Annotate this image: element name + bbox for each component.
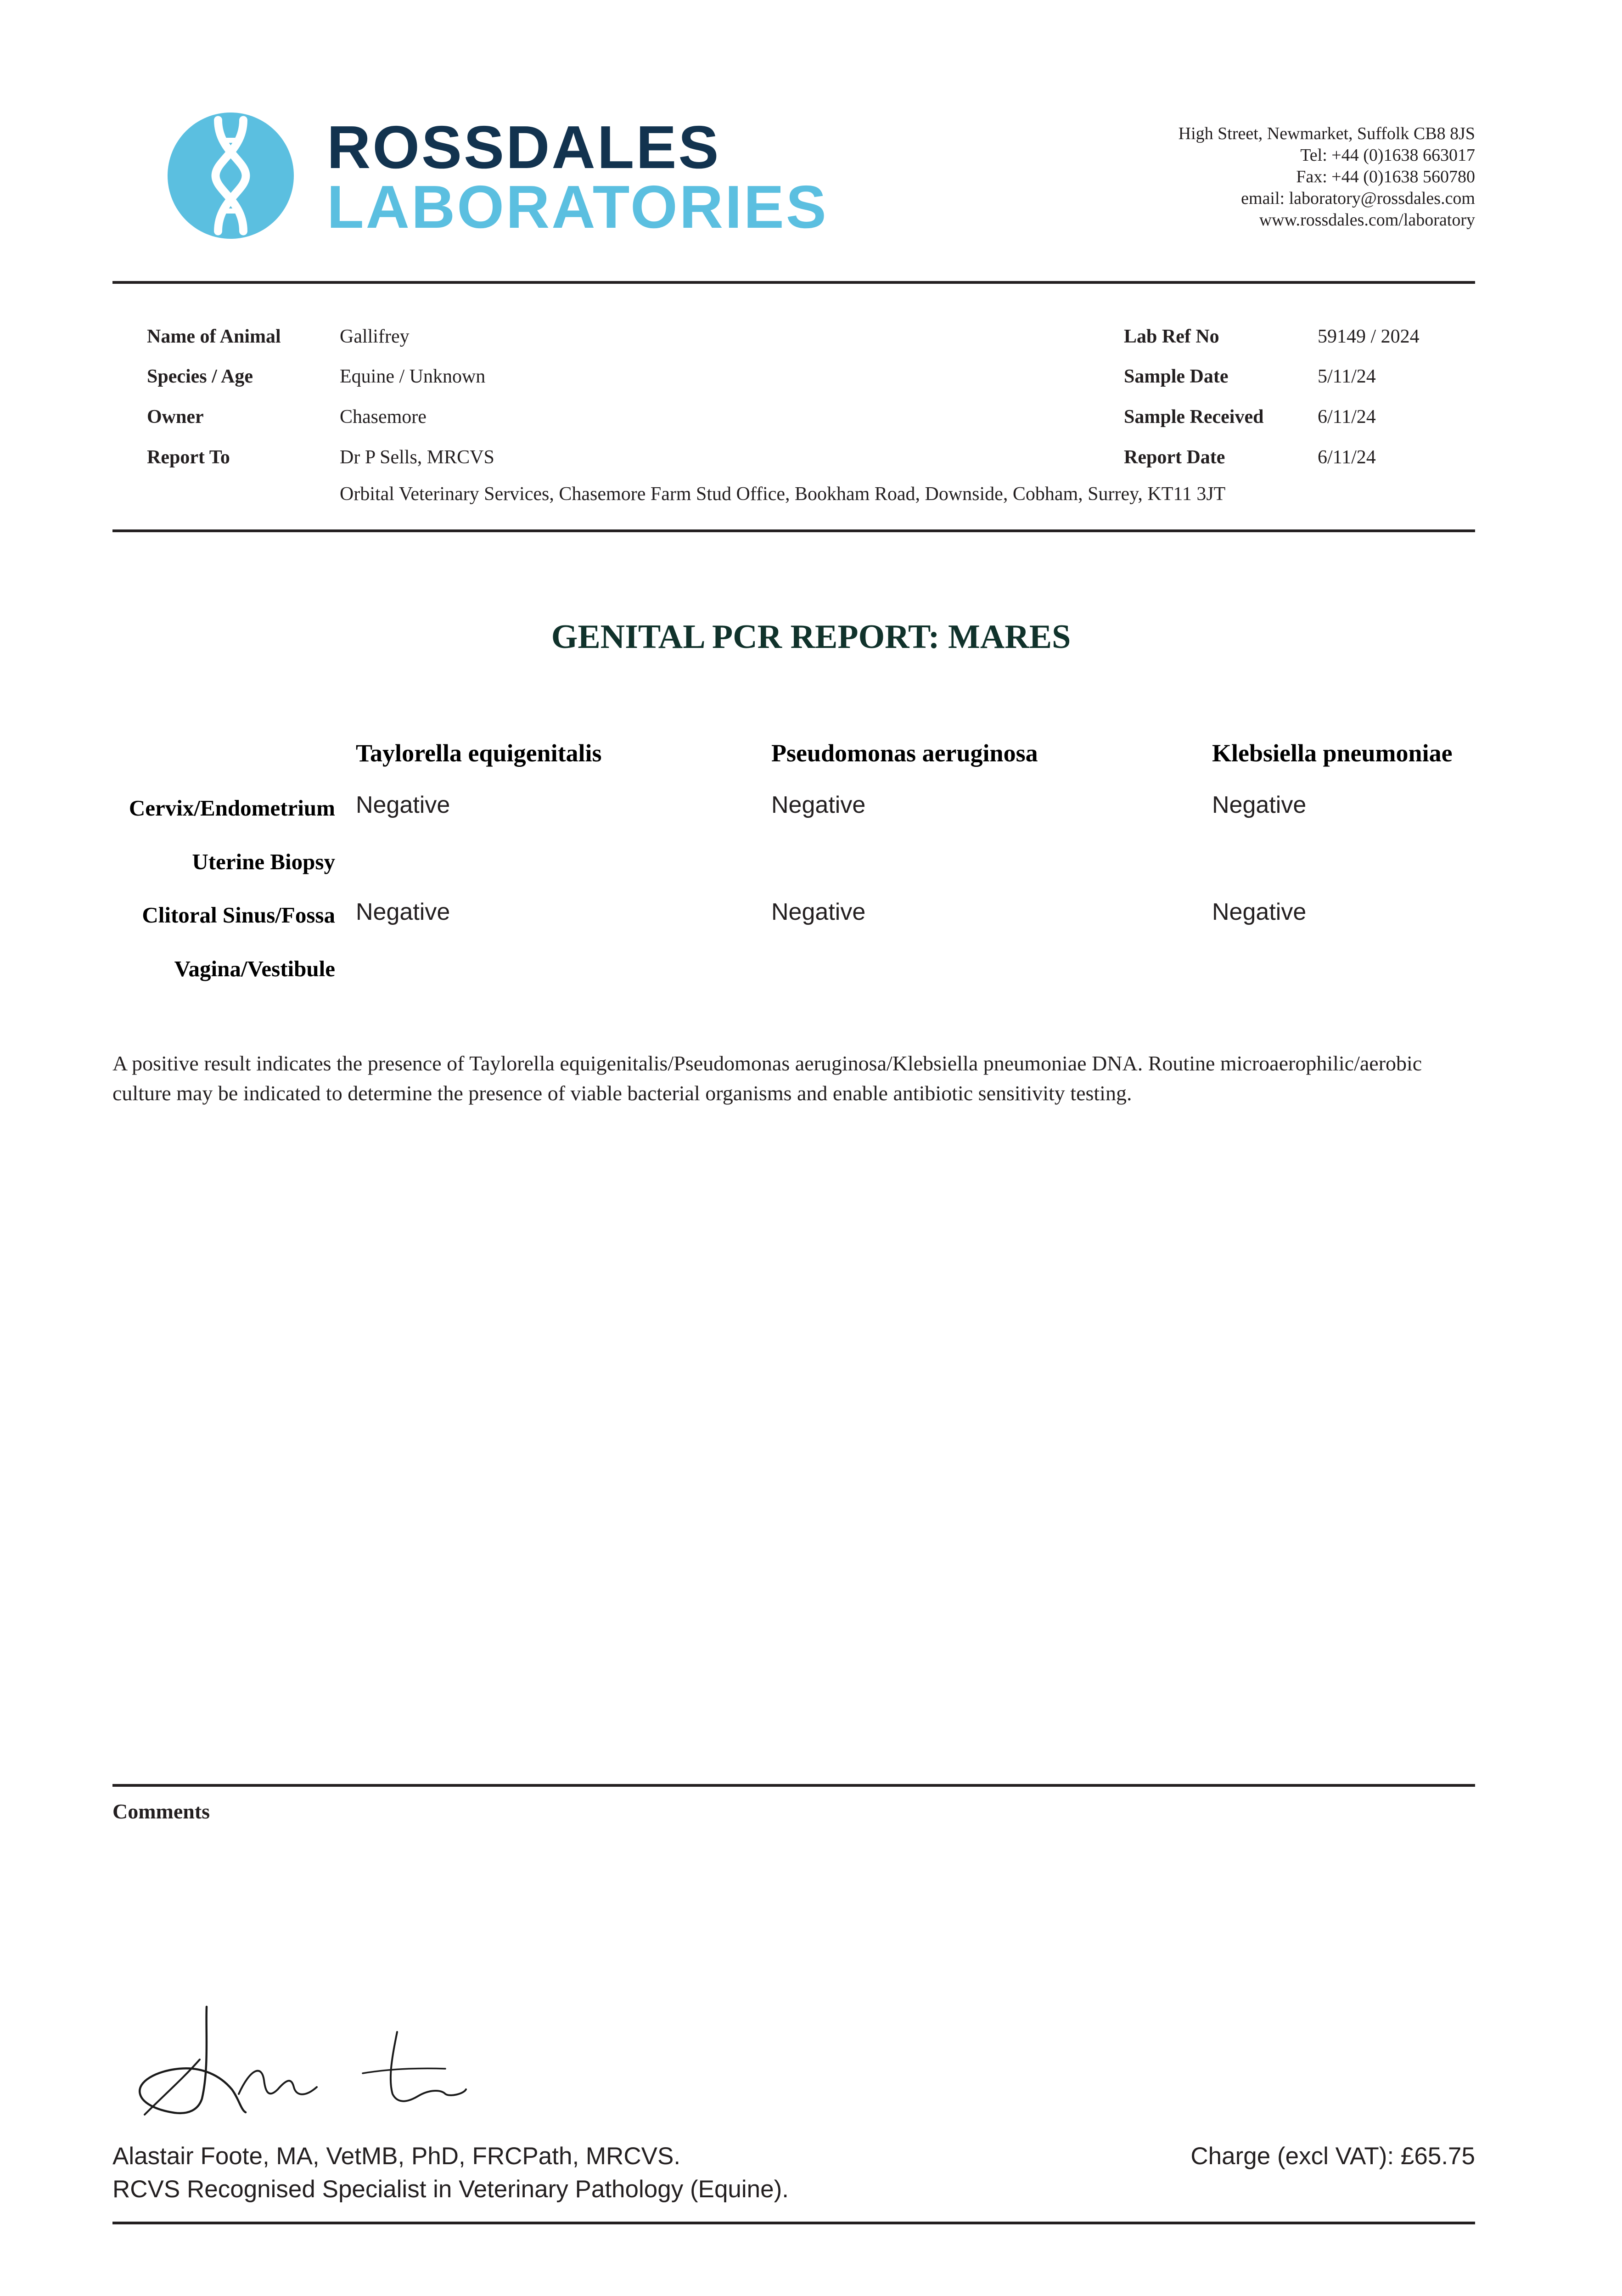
handwritten-signature (124, 2000, 473, 2124)
contact-fax: Fax: +44 (0)1638 560780 (1296, 167, 1475, 186)
owner-value: Chasemore (340, 406, 427, 428)
column-header-pseudomonas: Pseudomonas aeruginosa (771, 739, 1038, 767)
signer-name: Alastair Foote, MA, VetMB, PhD, FRCPath, MRCVS. (112, 2143, 681, 2170)
dna-helix-icon (168, 113, 294, 239)
row-label-uterine-biopsy: Uterine Biopsy (192, 849, 335, 874)
signer-credentials: RCVS Recognised Specialist in Veterinary Pathology (Equine). (112, 2176, 789, 2203)
contact-email[interactable]: email: laboratory@rossdales.com (1241, 189, 1475, 208)
report-to-label: Report To (147, 447, 230, 468)
report-to-value: Dr P Sells, MRCVS (340, 447, 494, 468)
comments-label: Comments (112, 1800, 210, 1823)
result-clitoral-pseudomonas: Negative (771, 899, 866, 925)
row-label-cervix-endometrium: Cervix/Endometrium (129, 795, 335, 821)
header-divider (112, 281, 1475, 284)
sample-received-value: 6/11/24 (1318, 406, 1376, 428)
result-cervix-klebsiella: Negative (1212, 792, 1307, 818)
contact-address: High Street, Newmarket, Suffolk CB8 8JS (1178, 124, 1475, 143)
report-date-label: Report Date (1124, 447, 1225, 468)
row-label-clitoral-sinus-fossa: Clitoral Sinus/Fossa (142, 902, 335, 928)
column-header-taylorella: Taylorella equigenitalis (356, 739, 602, 767)
lab-ref-label: Lab Ref No (1124, 326, 1219, 347)
report-to-address: Orbital Veterinary Services, Chasemore Farm Stud Office, Bookham Road, Downside, Cobham, Surrey, KT11 3JT (340, 484, 1226, 505)
brand-name-line1: ROSSDALES (327, 113, 721, 181)
owner-label: Owner (147, 406, 204, 428)
row-label-vagina-vestibule: Vagina/Vestibule (174, 956, 335, 981)
lab-ref-value: 59149 / 2024 (1318, 326, 1420, 347)
interpretation-note: A positive result indicates the presence of Taylorella equigenitalis/Pseudomonas aeruginosa/Klebsiella pneumoniae DNA. Routine microaerophilic/aerobic culture may be indicated to determine the presence of viable bacterial organisms and enable antibiotic sensitivity testing. (112, 1052, 1422, 1105)
name-of-animal-value: Gallifrey (340, 326, 410, 347)
contact-tel: Tel: +44 (0)1638 663017 (1300, 146, 1475, 165)
signer-block (112, 2140, 789, 2206)
result-clitoral-taylorella: Negative (356, 899, 450, 925)
comments-divider (112, 1784, 1475, 1787)
column-header-klebsiella: Klebsiella pneumoniae (1212, 739, 1453, 767)
report-title: GENITAL PCR REPORT: MARES (551, 618, 1071, 656)
contact-website[interactable]: www.rossdales.com/laboratory (1259, 210, 1475, 230)
result-cervix-pseudomonas: Negative (771, 792, 866, 818)
sample-date-label: Sample Date (1124, 366, 1229, 387)
info-divider (112, 529, 1475, 532)
footer-divider (112, 2222, 1475, 2224)
species-age-label: Species / Age (147, 366, 253, 387)
result-clitoral-klebsiella: Negative (1212, 899, 1307, 925)
result-cervix-taylorella: Negative (356, 792, 450, 818)
charge-amount: Charge (excl VAT): £65.75 (1190, 2143, 1475, 2170)
name-of-animal-label: Name of Animal (147, 326, 281, 347)
species-age-value: Equine / Unknown (340, 366, 486, 387)
report-date-value: 6/11/24 (1318, 447, 1376, 468)
sample-date-value: 5/11/24 (1318, 366, 1376, 387)
contact-block (1179, 123, 1475, 231)
sample-received-label: Sample Received (1124, 406, 1264, 428)
brand-name-line2: LABORATORIES (327, 173, 828, 241)
